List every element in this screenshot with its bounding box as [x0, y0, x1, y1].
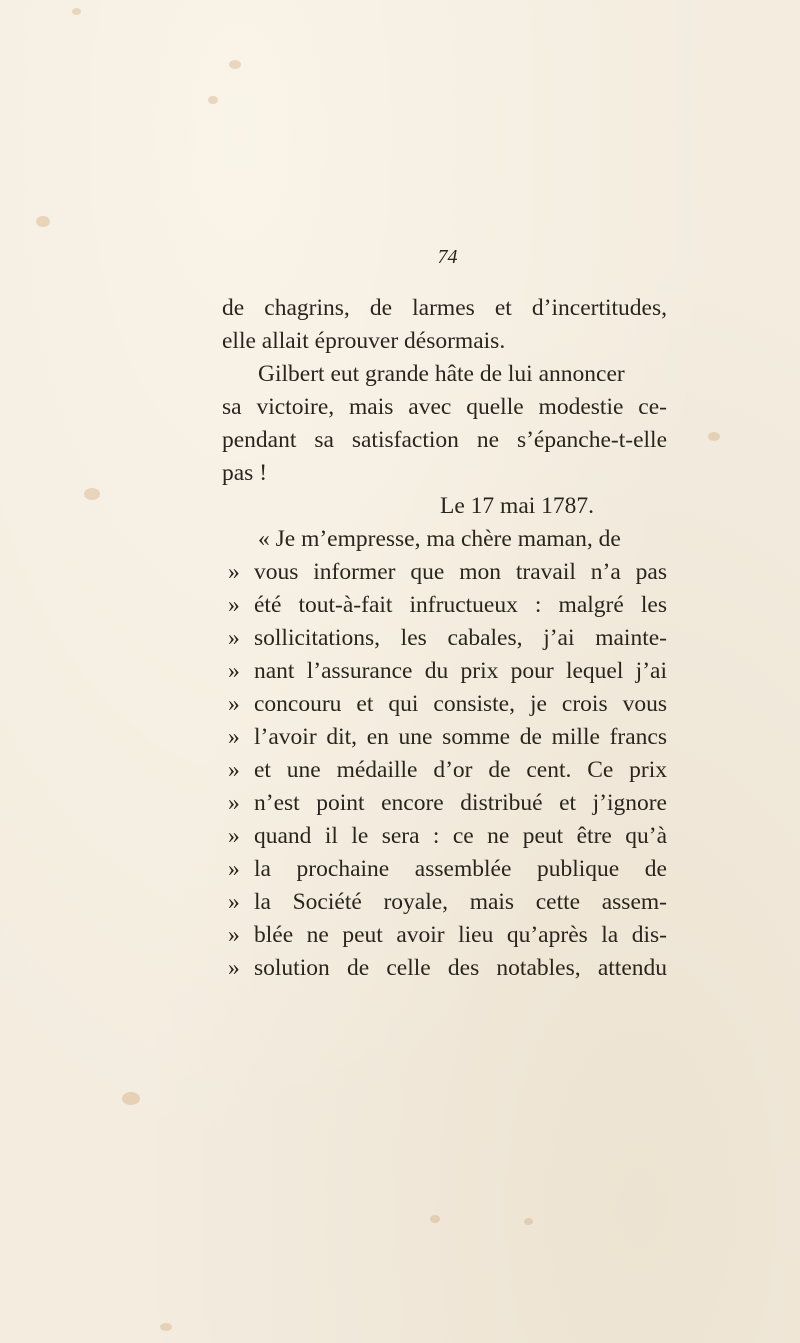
quote-mark: »: [228, 955, 240, 981]
quoted-text: l’avoir dit, en une somme de mille francs: [254, 724, 667, 750]
quoted-text: quand il le sera : ce ne peut être qu’à: [254, 823, 667, 849]
quoted-line: [222, 655, 667, 688]
quoted-text: et une médaille d’or de cent. Ce prix: [254, 757, 667, 783]
text-line: elle allait éprouver désormais.: [222, 328, 506, 354]
quoted-text: n’est point encore distribué et j’ignore: [254, 790, 667, 816]
quote-mark: »: [228, 724, 240, 750]
quoted-text: concouru et qui consiste, je crois vous: [254, 691, 667, 717]
quoted-line: [222, 754, 667, 787]
quoted-line: [222, 952, 667, 985]
quoted-text: solution de celle des notables, attendu: [254, 955, 667, 981]
foxing-spot: [229, 60, 241, 69]
foxing-spot: [122, 1092, 140, 1105]
text-line: sa victoire, mais avec quelle modestie ce-: [222, 394, 667, 420]
page-number: 74: [437, 246, 458, 268]
quote-mark: »: [228, 559, 240, 585]
quoted-line: [222, 886, 667, 919]
quoted-line: [222, 622, 667, 655]
foxing-spot: [160, 1323, 172, 1331]
quoted-text: vous informer que mon travail n’a pas: [254, 559, 667, 585]
foxing-spot: [84, 488, 100, 500]
foxing-spot: [708, 432, 720, 441]
quote-mark: »: [228, 691, 240, 717]
quoted-line: [222, 787, 667, 820]
quoted-text: nant l’assurance du prix pour lequel j’ai: [254, 658, 667, 684]
text-line: pendant sa satisfaction ne s’épanche-t-elle: [222, 427, 667, 453]
quote-mark: »: [228, 823, 240, 849]
quote-mark: »: [228, 889, 240, 915]
quoted-text: blée ne peut avoir lieu qu’après la dis-: [254, 922, 667, 948]
paragraph-start-line: Gilbert eut grande hâte de lui annoncer: [258, 361, 625, 387]
quote-mark: »: [228, 625, 240, 651]
letter-date: Le 17 mai 1787.: [440, 493, 595, 519]
quoted-line: [222, 589, 667, 622]
quoted-line: [222, 556, 667, 589]
text-line: pas !: [222, 460, 268, 486]
quoted-line: [222, 721, 667, 754]
quoted-text: la prochaine assemblée publique de: [254, 856, 667, 882]
quoted-text: la Société royale, mais cette assem-: [254, 889, 667, 915]
foxing-spot: [72, 8, 81, 15]
quoted-line: [222, 919, 667, 952]
quote-mark: »: [228, 757, 240, 783]
quote-mark: »: [228, 790, 240, 816]
quoted-text: sollicitations, les cabales, j’ai mainte-: [254, 625, 667, 651]
quote-mark: »: [228, 856, 240, 882]
quote-mark: »: [228, 592, 240, 618]
text-line: de chagrins, de larmes et d’incertitudes,: [222, 295, 667, 321]
foxing-spot: [208, 96, 218, 104]
body-text: [222, 292, 667, 985]
foxing-spot: [36, 216, 50, 227]
quoted-line: [222, 820, 667, 853]
quote-mark: »: [228, 922, 240, 948]
quoted-line: [222, 688, 667, 721]
letter-opening-line: « Je m’empresse, ma chère maman, de: [258, 526, 621, 552]
quote-mark: »: [228, 658, 240, 684]
quoted-text: été tout-à-fait infructueux : malgré les: [254, 592, 667, 618]
foxing-spot: [430, 1215, 440, 1223]
quoted-line: [222, 853, 667, 886]
foxing-spot: [524, 1218, 533, 1225]
